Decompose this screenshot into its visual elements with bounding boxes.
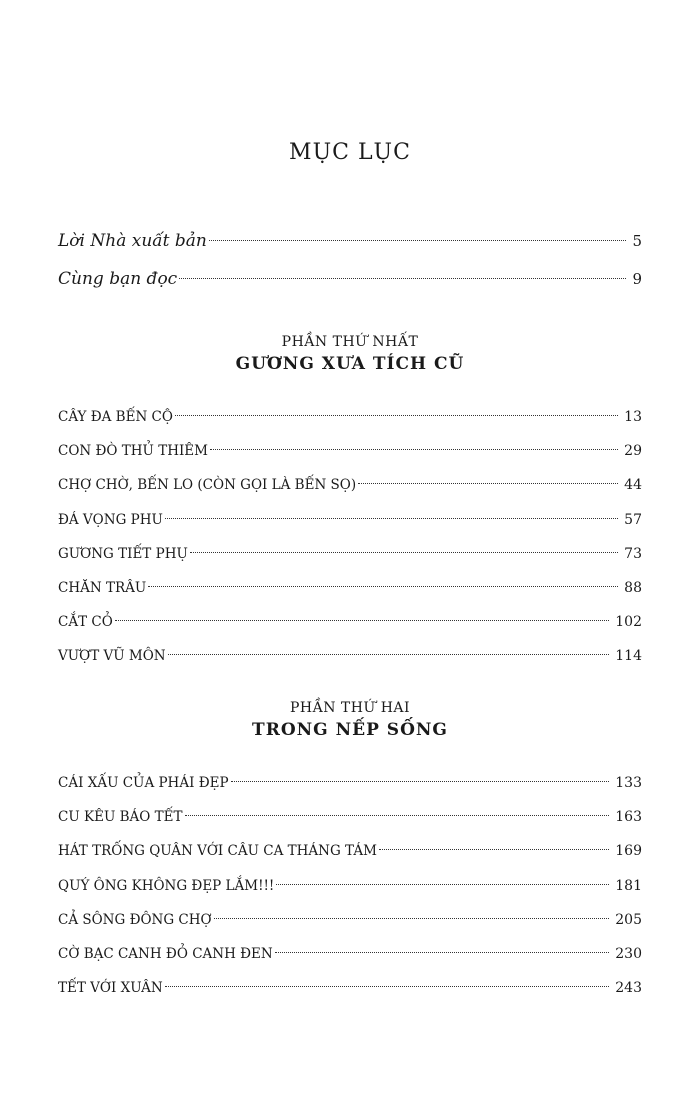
- part-one-chapter-list: [58, 400, 642, 674]
- dot-leader: [210, 449, 618, 450]
- entry-page-number: 181: [615, 877, 642, 894]
- toc-entry[interactable]: [58, 605, 642, 639]
- entry-page-number: 114: [615, 648, 642, 665]
- entry-page-number: 243: [615, 980, 642, 997]
- entry-page-number: 57: [624, 511, 642, 528]
- entry-page-number: 205: [615, 911, 642, 928]
- entry-page-number: 88: [624, 579, 642, 596]
- entry-title: ĐÁ VỌNG PHU: [58, 511, 163, 528]
- dot-leader: [175, 415, 618, 416]
- toc-title: MỤC LỤC: [289, 140, 411, 165]
- part-two-title: TRONG NẾP SỐNG: [252, 720, 448, 740]
- toc-entry[interactable]: [58, 537, 642, 571]
- toc-entry-publisher-note[interactable]: [58, 222, 642, 260]
- entry-page-number: 133: [615, 775, 642, 791]
- entry-page-number: 13: [624, 409, 642, 425]
- entry-title: CON ĐÒ THỦ THIÊM: [58, 443, 208, 460]
- toc-entry[interactable]: [58, 503, 642, 537]
- dot-leader: [214, 918, 610, 919]
- toc-entry[interactable]: [58, 639, 642, 673]
- toc-entry[interactable]: [58, 800, 642, 834]
- entry-page-number: 169: [615, 843, 642, 860]
- toc-entry-reader-note[interactable]: [58, 260, 642, 298]
- dot-leader: [148, 586, 618, 587]
- entry-page-number: 163: [615, 809, 642, 826]
- toc-entry[interactable]: [58, 468, 642, 502]
- dot-leader: [185, 815, 610, 816]
- entry-title: CHĂN TRÂU: [58, 579, 147, 596]
- entry-title: CÂY ĐA BẾN CỘ: [58, 409, 173, 425]
- entry-title: VƯỢT VŨ MÔN: [58, 648, 166, 665]
- entry-page-number: 73: [624, 545, 642, 562]
- dot-leader: [190, 552, 618, 553]
- toc-entry[interactable]: [58, 903, 642, 937]
- entry-page-number: 230: [615, 945, 642, 962]
- entry-title: CU KÊU BÁO TẾT: [58, 809, 183, 826]
- toc-entry[interactable]: [58, 766, 642, 800]
- dot-leader: [165, 986, 610, 987]
- entry-title: TẾT VỚI XUÂN: [58, 980, 163, 997]
- entry-title: CHỢ CHỜ, BẾN LO (CÒN GỌI LÀ BẾN SỌ): [58, 477, 357, 494]
- entry-title: QUÝ ÔNG KHÔNG ĐẸP LẮM!!!: [58, 877, 275, 894]
- dot-leader: [379, 849, 609, 850]
- entry-title: GƯƠNG TIẾT PHỤ: [58, 545, 188, 562]
- entry-page-number: 44: [624, 477, 642, 494]
- entry-page-number: 102: [615, 614, 642, 631]
- entry-page-number: 9: [632, 270, 642, 288]
- dot-leader: [179, 278, 626, 279]
- entry-title: CẢ SÔNG ĐÔNG CHỢ: [58, 911, 212, 928]
- dot-leader: [168, 654, 610, 655]
- entry-page-number: 5: [632, 232, 642, 250]
- toc-entry[interactable]: [58, 937, 642, 971]
- part-two-chapter-list: [58, 766, 642, 1005]
- entry-title: HÁT TRỐNG QUÂN VỚI CÂU CA THÁNG TÁM: [58, 843, 377, 860]
- dot-leader: [275, 952, 610, 953]
- entry-title: CỜ BẠC CANH ĐỎ CANH ĐEN: [58, 945, 273, 962]
- dot-leader: [276, 884, 609, 885]
- toc-entry[interactable]: [58, 434, 642, 468]
- toc-entry[interactable]: [58, 834, 642, 868]
- entry-page-number: 29: [624, 443, 642, 460]
- dot-leader: [358, 483, 618, 484]
- dot-leader: [165, 518, 618, 519]
- entry-title: CẮT CỎ: [58, 614, 113, 631]
- entry-title: CÁI XẤU CỦA PHÁI ĐẸP: [58, 775, 229, 791]
- toc-entry[interactable]: [58, 571, 642, 605]
- dot-leader: [115, 620, 609, 621]
- part-two-heading: [0, 700, 700, 740]
- part-two-subtitle: PHẦN THỨ HAI: [289, 700, 411, 716]
- dot-leader: [231, 781, 610, 782]
- intro-entries: [58, 222, 642, 298]
- toc-entry[interactable]: [58, 869, 642, 903]
- dot-leader: [209, 240, 627, 241]
- toc-entry[interactable]: [58, 400, 642, 434]
- part-one-subtitle: PHẦN THỨ NHẤT: [281, 334, 419, 350]
- toc-entry[interactable]: [58, 971, 642, 1005]
- entry-title: Cùng bạn đọc: [58, 269, 178, 289]
- part-one-title: GƯƠNG XƯA TÍCH CŨ: [235, 354, 465, 374]
- entry-title: Lời Nhà xuất bản: [58, 231, 207, 251]
- part-one-heading: [0, 334, 700, 374]
